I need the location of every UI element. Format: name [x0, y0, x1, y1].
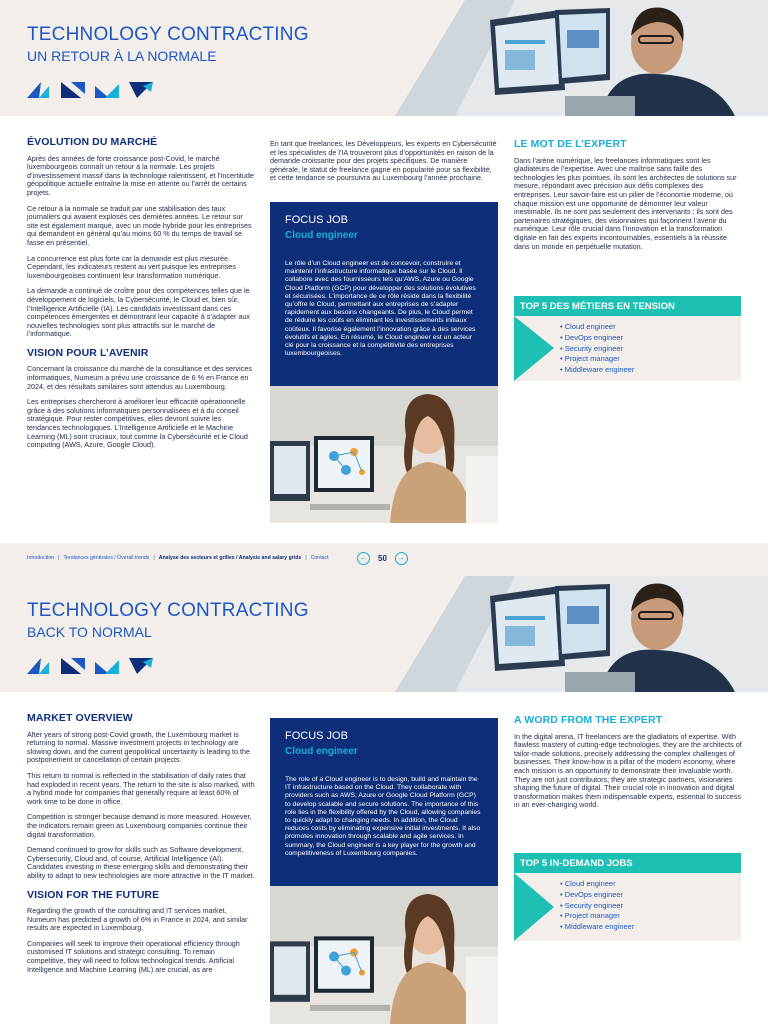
page-header [0, 576, 768, 692]
focus-job-subtitle: Cloud engineer [285, 746, 358, 757]
english-page [0, 576, 768, 1024]
focus-job-title: FOCUS JOB [285, 730, 348, 742]
teal-triangle-decoration [514, 873, 554, 941]
paragraph: Concernant la croissance du marché de la consultance et des services informatiques, Numeum a prévu une croissance de 6 % en France en 2024, et des résultats similaires sont attendus au Luxembourg. [27, 364, 252, 391]
top5-title: TOP 5 IN-DEMAND JOBS [514, 853, 741, 873]
page-title: TECHNOLOGY CONTRACTING [27, 600, 309, 621]
photo-woman-at-computer [270, 386, 498, 523]
list-item: • Project manager [560, 911, 634, 922]
top5-title: TOP 5 DES MÉTIERS EN TENSION [514, 296, 741, 316]
top5-box [514, 853, 741, 941]
section-title-vision: VISION POUR L’AVENIR [27, 346, 149, 359]
list-item: • Security engineer [560, 344, 634, 355]
nav-link-trends[interactable]: Tendances générales / Overall trends [63, 555, 150, 561]
expert-column [514, 140, 742, 258]
footer-nav: Introduction | Tendances générales / Overall trends | Analyse des secteurs et grilles / Analysis and salary grids | Contact [27, 555, 329, 561]
page-number: 50 [378, 554, 387, 563]
page-subtitle: BACK TO NORMAL [27, 624, 152, 640]
expert-quote: Dans l’arène numérique, les freelances informatiques sont les gladiateurs de l’expertise. Avec une maîtrise sans faille des technologies les plus pointues, ils sont les architectes de solutions sur mesure, répondant avec précision aux défis complexes des entreprises. Leur savoir-faire est un pilier de l’économie moderne, où chaque mission est une opportunité de démontrer leur valeur inestimable. Ils ne sont pas seulement des intervenants ; ils sont des partenaires stratégiques, des visionnaires qui façonnent l’avenir du numérique. Leur rôle crucial dans l’innovation et la transformation digitale en fait des experts incontournables, essentiels à la réussite dans un monde en perpétuelle mutation. [514, 155, 737, 251]
focus-job-body: The role of a Cloud engineer is to design, build and maintain the IT infrastructure based on the Cloud. They collaborate with providers such as AWS, Azure or Google Cloud Platform (GCP) to develop scalable and secure solutions. The importance of this role lies in the flexibility offered by the Cloud, allowing companies to quickly adapt to changing needs. In addition, the Cloud reduces costs by eliminating expensive initial investments. It also promotes innovation through scalable and agile services. In summary, the Cloud engineer is a key player for the growth and competitiveness of Luxembourg companies. [285, 776, 481, 857]
pagination [357, 552, 408, 565]
page-title: TECHNOLOGY CONTRACTING [27, 24, 309, 45]
nav-link-introduction[interactable]: Introduction [27, 555, 55, 561]
section-title-market: MARKET OVERVIEW [27, 712, 133, 724]
expert-column [514, 716, 742, 817]
top5-box [514, 296, 741, 381]
page-header [0, 0, 768, 116]
photo-woman-at-computer [270, 886, 498, 1024]
paragraph: Companies will seek to improve their operational efficiency through customised IT solutions and strategic consulting. To remain competitive, they will need to follow technological trends. Artificial Intelligence and Machine Learning (ML) are crucial, as are [27, 938, 240, 974]
section-title-expert: LE MOT DE L’EXPERT [514, 138, 627, 150]
paragraph: La concurrence est plus forte car la demande est plus mesurée. Cependant, les indicateurs restent au vert puisque les entreprises luxembourgeoises continuent leur transformation numérique. [27, 253, 236, 280]
list-item: • DevOps engineer [560, 333, 634, 344]
list-item: • Cloud engineer [560, 322, 634, 333]
brand-logo [27, 82, 153, 98]
arrow-right-icon[interactable]: → [395, 552, 408, 565]
list-item: • DevOps engineer [560, 890, 634, 901]
paragraph: Les entreprises chercheront à améliorer leur efficacité opérationnelle grâce à des solutions informatiques personnalisées et à du conseil stratégique. Pour rester compétitives, elles devront suivre les tendances technologiques. L’Intelligence Artificielle et le Machine Learning (ML) sont cruciaux, tout comme la Cybersécurité et le Cloud computing (AWS, Azure, Google Cloud). [27, 397, 248, 450]
paragraph: Regarding the growth of the consulting and IT services market, Numeum has predicted a growth of 6% in France in 2024, and similar results are expected in Luxembourg. [27, 906, 248, 933]
freelance-column [270, 140, 498, 190]
market-column [27, 714, 255, 981]
nav-link-contact[interactable]: Contact [310, 555, 329, 561]
focus-job-body: Le rôle d’un Cloud engineer est de concevoir, construire et maintenir l’infrastructure informatique basée sur le Cloud. Il collabore avec des fournisseurs tels qu’AWS, Azure ou Google Cloud Platform (GCP) pour développer des solutions évolutives et sécurisées. L’importance de ce rôle réside dans la flexibilité qu’offre le Cloud, permettant aux entreprises de s’adapter rapidement aux besoins changeants. De plus, le Cloud permet de réduire les coûts en éliminant les investissements initiaux coûteux. Il favorise également l’innovation grâce à des services évolutifs et agiles. En résumé, le Cloud engineer est un acteur clé pour la croissance et la compétitivité des entreprises luxembourgeoises. [285, 260, 476, 358]
list-item: • Project manager [560, 354, 634, 365]
page-subtitle: UN RETOUR À LA NORMALE [27, 48, 217, 64]
top5-list [560, 879, 634, 933]
focus-job-subtitle: Cloud engineer [285, 230, 358, 241]
section-title-vision: VISION FOR THE FUTURE [27, 888, 160, 901]
paragraph: After years of strong post-Covid growth, the Luxembourg market is returning to normal. Massive investment projects in technology are slowing down, and the current geopolitical uncertainty is leading to the postponement or cancellation of certain projects. [27, 729, 250, 765]
paragraph: La demande a continué de croître pour des compétences telles que le développement de logiciels, la Cybersécurité, le Cloud et, bien sûr, l’Intelligence Artificielle (IA). Les candidats investissant dans ces compétences émergentes et démontrant leur capacité à s’adapter aux nouvelles technologies sont plus attractifs sur le marché de l’informatique. [27, 286, 250, 339]
expert-quote: In the digital arena, IT freelancers are the gladiators of expertise. With flawless mastery of cutting-edge technologies, they are the architects of tailor-made solutions, precisely addressing the complex challenges of businesses. Their know-how is a pillar of the modern economy, where each mission is an opportunity to demonstrate their invaluable worth. They are not just contributors; they are strategic partners, visionaries shaping the future of digital. Their crucial role in innovation and digital transformation makes them indispensable experts, essential to success in an ever-changing world. [514, 731, 742, 810]
list-item: • Middleware engineer [560, 922, 634, 933]
section-title-market: ÉVOLUTION DU MARCHÉ [27, 136, 158, 148]
header-photo-man-at-monitors [395, 576, 768, 692]
market-column [27, 138, 255, 457]
paragraph: Demand continued to grow for skills such as Software development, Cybersecurity, Cloud and, of course, Artificial Intelligence (AI). Candidates investing in these emerging skills and demonstrating their ability to adapt to new technologies are more attractive in the IT market. [27, 845, 255, 880]
paragraph: En tant que freelances, les Développeurs, les experts en Cybersécurité et les spécialistes de l’IA trouveront plus d’opportunités en raison de la demande croissante pour des projets spécifiques. De manière générale, le statut de freelance gagne en popularité pour sa flexibilité, et cette tendance se poursuivra au Luxembourg l’année prochaine. [270, 139, 497, 183]
header-photo-man-at-monitors [395, 0, 768, 116]
list-item: • Cloud engineer [560, 879, 634, 890]
teal-triangle-decoration [514, 316, 554, 381]
page-footer [0, 543, 768, 576]
paragraph: Competition is stronger because demand is more measured. However, the indicators remain green as Luxembourg companies continue their digital transformation. [27, 812, 252, 839]
focus-job-box [270, 718, 498, 886]
focus-job-box [270, 202, 498, 386]
top5-list [560, 322, 634, 376]
nav-link-analysis[interactable]: Analyse des secteurs et grilles / Analysis and salary grids [158, 555, 302, 561]
brand-logo [27, 658, 153, 674]
focus-job-title: FOCUS JOB [285, 214, 348, 226]
paragraph: Ce retour à la normale se traduit par une stabilisation des taux journaliers qui avaient explosés ces dernières années. Le retour sur site est également marqué, avec un mode hybride pour les entreprises qui demandent en général qu’au moins 60 % du temps de travail se fasse en présentiel. [27, 203, 252, 247]
list-item: • Security engineer [560, 901, 634, 912]
list-item: • Middleware engineer [560, 365, 634, 376]
section-title-expert: A WORD FROM THE EXPERT [514, 714, 663, 726]
paragraph: Après des années de forte croissance post-Covid, le marché luxembourgeois connaît un retour à la normale. Les projets d’investissement massif dans la technologie ralentissent, et l’incertitude géopolitique actuelle entraîne la mise en attente ou l’arrêt de certains projets. [27, 153, 254, 197]
arrow-left-icon[interactable]: ← [357, 552, 370, 565]
paragraph: This return to normal is reflected in the stabilisation of daily rates that had exploded in recent years. The return to the site is also marked, with a hybrid mode for companies that generally require at least 60% of work time to be done in office. [27, 770, 255, 806]
